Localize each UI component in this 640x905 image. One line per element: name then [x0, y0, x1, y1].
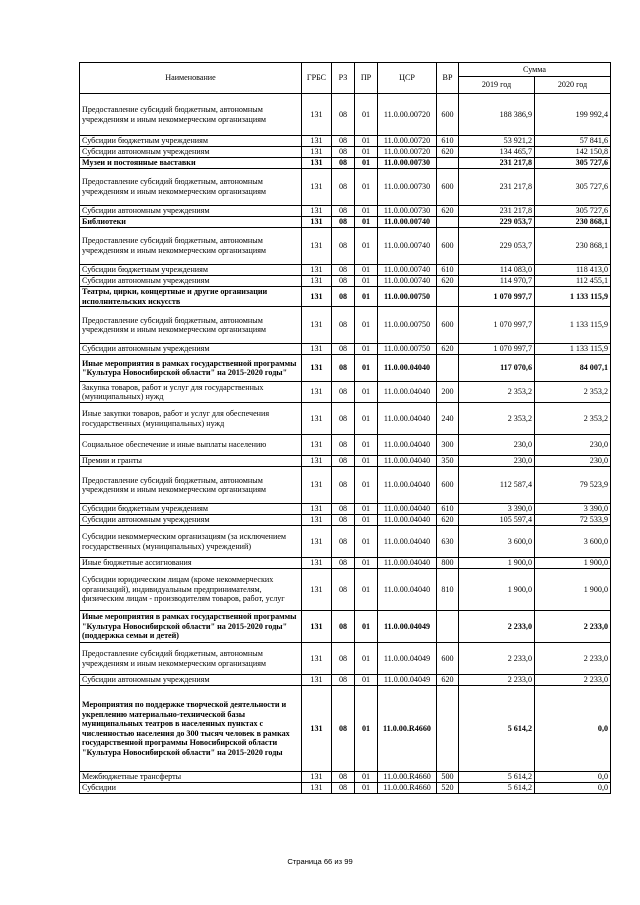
- cell-rz: 08: [332, 287, 355, 307]
- cell-grbs: 131: [302, 783, 332, 794]
- cell-rz: 08: [332, 307, 355, 344]
- cell-rz: 08: [332, 276, 355, 287]
- cell-name: Социальное обеспечение и иные выплаты населению: [80, 435, 302, 456]
- cell-vr: [437, 611, 459, 643]
- table-row: [80, 265, 611, 276]
- cell-rz: 08: [332, 772, 355, 783]
- cell-rz: 08: [332, 435, 355, 456]
- cell-csr: 11.0.00.00750: [378, 287, 437, 307]
- cell-rz: 08: [332, 783, 355, 794]
- cell-sum-2019: 229 053,7: [459, 228, 535, 265]
- cell-rz: 08: [332, 526, 355, 558]
- cell-pr: 01: [355, 504, 378, 515]
- cell-csr: 11.0.00.04040: [378, 504, 437, 515]
- cell-pr: 01: [355, 206, 378, 217]
- cell-csr: 11.0.00.04040: [378, 515, 437, 526]
- cell-sum-2020: 72 533,9: [535, 515, 611, 526]
- cell-sum-2019: 112 587,4: [459, 467, 535, 504]
- cell-sum-2020: 112 455,1: [535, 276, 611, 287]
- cell-name: Межбюджетные трансферты: [80, 772, 302, 783]
- cell-rz: 08: [332, 403, 355, 435]
- cell-sum-2020: 1 133 115,9: [535, 287, 611, 307]
- cell-pr: 01: [355, 287, 378, 307]
- table-row: [80, 456, 611, 467]
- table-row: [80, 169, 611, 206]
- cell-sum-2019: 3 390,0: [459, 504, 535, 515]
- cell-rz: 08: [332, 206, 355, 217]
- budget-table: [79, 62, 611, 794]
- cell-name: Закупка товаров, работ и услуг для государственных (муниципальных) нужд: [80, 382, 302, 403]
- cell-csr: 11.0.00.04040: [378, 403, 437, 435]
- cell-csr: 11.0.00.00720: [378, 94, 437, 136]
- cell-pr: 01: [355, 158, 378, 169]
- cell-name: Мероприятия по поддержке творческой деятельности и укреплению материально-технической базы муниципальных театров в населенных пунктах с численностью населения до 300 тысяч человек в рамках государственной программы Новосибирской области "Культура Новосибирской области" на 2015-2020 годы: [80, 686, 302, 772]
- table-row: [80, 382, 611, 403]
- cell-csr: 11.0.00.00750: [378, 344, 437, 355]
- cell-rz: 08: [332, 675, 355, 686]
- cell-csr: 11.0.00.04040: [378, 526, 437, 558]
- cell-grbs: 131: [302, 344, 332, 355]
- cell-sum-2020: 0,0: [535, 772, 611, 783]
- cell-name: Субсидии автономным учреждениям: [80, 675, 302, 686]
- cell-grbs: 131: [302, 435, 332, 456]
- cell-vr: 500: [437, 772, 459, 783]
- cell-sum-2020: 1 133 115,9: [535, 344, 611, 355]
- cell-vr: [437, 217, 459, 228]
- cell-grbs: 131: [302, 265, 332, 276]
- cell-csr: 11.0.00.00720: [378, 147, 437, 158]
- cell-pr: 01: [355, 94, 378, 136]
- cell-pr: 01: [355, 217, 378, 228]
- cell-name: Субсидии бюджетным учреждениям: [80, 136, 302, 147]
- cell-sum-2020: 305 727,6: [535, 169, 611, 206]
- cell-rz: 08: [332, 686, 355, 772]
- cell-vr: 600: [437, 94, 459, 136]
- cell-grbs: 131: [302, 686, 332, 772]
- cell-sum-2020: 230 868,1: [535, 228, 611, 265]
- cell-pr: 01: [355, 643, 378, 675]
- table-row: [80, 435, 611, 456]
- cell-sum-2020: 199 992,4: [535, 94, 611, 136]
- table-row: [80, 136, 611, 147]
- cell-grbs: 131: [302, 136, 332, 147]
- cell-pr: 01: [355, 526, 378, 558]
- cell-sum-2019: 231 217,8: [459, 158, 535, 169]
- cell-rz: 08: [332, 169, 355, 206]
- cell-pr: 01: [355, 228, 378, 265]
- cell-grbs: 131: [302, 504, 332, 515]
- cell-pr: 01: [355, 467, 378, 504]
- cell-name: Предоставление субсидий бюджетным, автономным учреждениям и иным некоммерческим организациям: [80, 467, 302, 504]
- cell-sum-2020: 305 727,6: [535, 158, 611, 169]
- cell-pr: 01: [355, 783, 378, 794]
- cell-sum-2020: 3 600,0: [535, 526, 611, 558]
- table-row: [80, 94, 611, 136]
- cell-sum-2019: 1 900,0: [459, 569, 535, 611]
- cell-sum-2019: 114 083,0: [459, 265, 535, 276]
- table-row: [80, 276, 611, 287]
- cell-sum-2020: 84 007,1: [535, 355, 611, 382]
- cell-grbs: 131: [302, 158, 332, 169]
- header-name: Наименование: [80, 63, 302, 94]
- header-year-2019: 2019 год: [459, 77, 535, 94]
- cell-vr: 600: [437, 169, 459, 206]
- cell-name: Иные мероприятия в рамках государственной программы "Культура Новосибирской области" на 2015-2020 годы"(поддержка семьи и детей): [80, 611, 302, 643]
- cell-rz: 08: [332, 136, 355, 147]
- cell-name: Субсидии автономным учреждениям: [80, 276, 302, 287]
- cell-name: Иные бюджетные ассигнования: [80, 558, 302, 569]
- cell-pr: 01: [355, 456, 378, 467]
- cell-sum-2019: 2 233,0: [459, 643, 535, 675]
- cell-sum-2020: 2 233,0: [535, 643, 611, 675]
- table-row: [80, 403, 611, 435]
- cell-sum-2019: 1 070 997,7: [459, 344, 535, 355]
- cell-rz: 08: [332, 158, 355, 169]
- cell-sum-2019: 1 900,0: [459, 558, 535, 569]
- cell-name: Субсидии бюджетным учреждениям: [80, 265, 302, 276]
- cell-csr: 11.0.00.00750: [378, 307, 437, 344]
- cell-pr: 01: [355, 515, 378, 526]
- cell-rz: 08: [332, 344, 355, 355]
- cell-grbs: 131: [302, 276, 332, 287]
- cell-sum-2019: 105 597,4: [459, 515, 535, 526]
- page-number: Страница 66 из 99: [287, 857, 353, 866]
- cell-name: Субсидии автономным учреждениям: [80, 206, 302, 217]
- cell-csr: 11.0.00.04040: [378, 558, 437, 569]
- cell-sum-2020: 230,0: [535, 435, 611, 456]
- cell-sum-2020: 0,0: [535, 686, 611, 772]
- header-csr: ЦСР: [378, 63, 437, 94]
- cell-grbs: 131: [302, 675, 332, 686]
- cell-sum-2019: 5 614,2: [459, 686, 535, 772]
- table-row: [80, 783, 611, 794]
- header-vr: ВР: [437, 63, 459, 94]
- cell-name: Субсидии некоммерческим организациям (за исключением государственных (муниципальных) учреждений): [80, 526, 302, 558]
- cell-sum-2019: 134 465,7: [459, 147, 535, 158]
- cell-vr: 620: [437, 206, 459, 217]
- cell-vr: 610: [437, 136, 459, 147]
- cell-pr: 01: [355, 675, 378, 686]
- cell-csr: 11.0.00.04040: [378, 435, 437, 456]
- cell-name: Иные закупки товаров, работ и услуг для обеспечения государственных (муниципальных) нужд: [80, 403, 302, 435]
- cell-vr: 630: [437, 526, 459, 558]
- cell-sum-2020: 305 727,6: [535, 206, 611, 217]
- cell-sum-2020: 2 353,2: [535, 382, 611, 403]
- cell-rz: 08: [332, 265, 355, 276]
- cell-csr: 11.0.00.00730: [378, 158, 437, 169]
- cell-csr: 11.0.00.04040: [378, 382, 437, 403]
- cell-vr: 240: [437, 403, 459, 435]
- cell-sum-2020: 230 868,1: [535, 217, 611, 228]
- cell-grbs: 131: [302, 94, 332, 136]
- cell-grbs: 131: [302, 558, 332, 569]
- header-grbs: ГРБС: [302, 63, 332, 94]
- table-row: [80, 228, 611, 265]
- cell-sum-2019: 5 614,2: [459, 772, 535, 783]
- cell-name: Субсидии автономным учреждениям: [80, 147, 302, 158]
- cell-name: Премии и гранты: [80, 456, 302, 467]
- cell-pr: 01: [355, 136, 378, 147]
- cell-name: Субсидии юридическим лицам (кроме некоммерческих организаций), индивидуальным предпринимателям, физическим лицам - производителям товаров, работ, услуг: [80, 569, 302, 611]
- table-row: [80, 515, 611, 526]
- table-row: [80, 558, 611, 569]
- cell-vr: 620: [437, 147, 459, 158]
- cell-vr: 520: [437, 783, 459, 794]
- cell-rz: 08: [332, 558, 355, 569]
- cell-sum-2020: 1 900,0: [535, 569, 611, 611]
- cell-grbs: 131: [302, 206, 332, 217]
- cell-sum-2019: 2 353,2: [459, 403, 535, 435]
- cell-grbs: 131: [302, 287, 332, 307]
- cell-grbs: 131: [302, 526, 332, 558]
- cell-name: Предоставление субсидий бюджетным, автономным учреждениям и иным некоммерческим организациям: [80, 169, 302, 206]
- cell-sum-2019: 231 217,8: [459, 169, 535, 206]
- cell-grbs: 131: [302, 611, 332, 643]
- table-row: [80, 675, 611, 686]
- cell-vr: 350: [437, 456, 459, 467]
- cell-vr: 600: [437, 643, 459, 675]
- cell-csr: 11.0.00.R4660: [378, 772, 437, 783]
- cell-sum-2019: 2 233,0: [459, 675, 535, 686]
- cell-sum-2019: 3 600,0: [459, 526, 535, 558]
- cell-rz: 08: [332, 217, 355, 228]
- cell-grbs: 131: [302, 217, 332, 228]
- cell-rz: 08: [332, 382, 355, 403]
- header-year-2020: 2020 год: [535, 77, 611, 94]
- table-row: [80, 355, 611, 382]
- table-row: [80, 158, 611, 169]
- table-row: [80, 526, 611, 558]
- table-row: [80, 307, 611, 344]
- cell-grbs: 131: [302, 382, 332, 403]
- cell-name: Субсидии: [80, 783, 302, 794]
- cell-vr: 620: [437, 675, 459, 686]
- cell-grbs: 131: [302, 307, 332, 344]
- cell-grbs: 131: [302, 228, 332, 265]
- cell-sum-2019: 2 353,2: [459, 382, 535, 403]
- cell-sum-2020: 0,0: [535, 783, 611, 794]
- cell-rz: 08: [332, 643, 355, 675]
- cell-csr: 11.0.00.00740: [378, 276, 437, 287]
- cell-pr: 01: [355, 169, 378, 206]
- cell-grbs: 131: [302, 772, 332, 783]
- cell-vr: [437, 287, 459, 307]
- table-body: [80, 94, 611, 794]
- cell-pr: 01: [355, 569, 378, 611]
- table-row: [80, 217, 611, 228]
- cell-sum-2019: 117 070,6: [459, 355, 535, 382]
- cell-grbs: 131: [302, 169, 332, 206]
- cell-vr: 600: [437, 467, 459, 504]
- cell-vr: [437, 355, 459, 382]
- cell-name: Предоставление субсидий бюджетным, автономным учреждениям и иным некоммерческим организациям: [80, 94, 302, 136]
- cell-pr: 01: [355, 265, 378, 276]
- table-row: [80, 467, 611, 504]
- cell-sum-2019: 229 053,7: [459, 217, 535, 228]
- cell-csr: 11.0.00.00740: [378, 217, 437, 228]
- table-row: [80, 686, 611, 772]
- cell-vr: 810: [437, 569, 459, 611]
- cell-sum-2020: 230,0: [535, 456, 611, 467]
- cell-name: Предоставление субсидий бюджетным, автономным учреждениям и иным некоммерческим организациям: [80, 643, 302, 675]
- cell-name: Театры, цирки, концертные и другие организации исполнительских искусств: [80, 287, 302, 307]
- cell-grbs: 131: [302, 147, 332, 158]
- cell-pr: 01: [355, 403, 378, 435]
- cell-csr: 11.0.00.04040: [378, 467, 437, 504]
- header-rz: РЗ: [332, 63, 355, 94]
- cell-csr: 11.0.00.00730: [378, 206, 437, 217]
- cell-rz: 08: [332, 467, 355, 504]
- cell-name: Иные мероприятия в рамках государственной программы "Культура Новосибирской области" на 2015-2020 годы": [80, 355, 302, 382]
- cell-name: Предоставление субсидий бюджетным, автономным учреждениям и иным некоммерческим организациям: [80, 307, 302, 344]
- cell-csr: 11.0.00.R4660: [378, 686, 437, 772]
- cell-grbs: 131: [302, 643, 332, 675]
- cell-vr: 600: [437, 228, 459, 265]
- cell-vr: 620: [437, 276, 459, 287]
- cell-vr: 200: [437, 382, 459, 403]
- cell-sum-2020: 1 900,0: [535, 558, 611, 569]
- cell-sum-2020: 79 523,9: [535, 467, 611, 504]
- cell-grbs: 131: [302, 355, 332, 382]
- cell-rz: 08: [332, 504, 355, 515]
- cell-name: Субсидии автономным учреждениям: [80, 515, 302, 526]
- cell-sum-2019: 53 921,2: [459, 136, 535, 147]
- cell-csr: 11.0.00.04049: [378, 611, 437, 643]
- cell-pr: 01: [355, 382, 378, 403]
- header-sum: Сумма: [459, 63, 611, 77]
- cell-rz: 08: [332, 94, 355, 136]
- cell-vr: 610: [437, 504, 459, 515]
- cell-csr: 11.0.00.00720: [378, 136, 437, 147]
- cell-rz: 08: [332, 147, 355, 158]
- cell-grbs: 131: [302, 456, 332, 467]
- table-row: [80, 147, 611, 158]
- cell-name: Субсидии автономным учреждениям: [80, 344, 302, 355]
- table-row: [80, 206, 611, 217]
- cell-grbs: 131: [302, 569, 332, 611]
- cell-sum-2019: 5 614,2: [459, 783, 535, 794]
- cell-sum-2020: 118 413,0: [535, 265, 611, 276]
- cell-sum-2020: 142 150,8: [535, 147, 611, 158]
- cell-vr: 610: [437, 265, 459, 276]
- cell-vr: [437, 158, 459, 169]
- header-pr: ПР: [355, 63, 378, 94]
- cell-rz: 08: [332, 611, 355, 643]
- table-row: [80, 287, 611, 307]
- cell-vr: [437, 686, 459, 772]
- cell-rz: 08: [332, 228, 355, 265]
- cell-vr: 800: [437, 558, 459, 569]
- cell-sum-2019: 114 970,7: [459, 276, 535, 287]
- table-row: [80, 344, 611, 355]
- cell-vr: 620: [437, 344, 459, 355]
- cell-pr: 01: [355, 772, 378, 783]
- cell-csr: 11.0.00.04040: [378, 355, 437, 382]
- cell-vr: 300: [437, 435, 459, 456]
- table-row: [80, 569, 611, 611]
- cell-pr: 01: [355, 147, 378, 158]
- cell-rz: 08: [332, 569, 355, 611]
- cell-rz: 08: [332, 355, 355, 382]
- cell-pr: 01: [355, 307, 378, 344]
- cell-csr: 11.0.00.04040: [378, 569, 437, 611]
- cell-sum-2020: 1 133 115,9: [535, 307, 611, 344]
- cell-csr: 11.0.00.04049: [378, 675, 437, 686]
- cell-rz: 08: [332, 515, 355, 526]
- cell-name: Музеи и постоянные выставки: [80, 158, 302, 169]
- cell-sum-2020: 3 390,0: [535, 504, 611, 515]
- cell-name: Предоставление субсидий бюджетным, автономным учреждениям и иным некоммерческим организациям: [80, 228, 302, 265]
- cell-sum-2020: 2 353,2: [535, 403, 611, 435]
- cell-csr: 11.0.00.00730: [378, 169, 437, 206]
- cell-sum-2019: 231 217,8: [459, 206, 535, 217]
- cell-csr: 11.0.00.04049: [378, 643, 437, 675]
- table-row: [80, 611, 611, 643]
- cell-csr: 11.0.00.00740: [378, 228, 437, 265]
- cell-pr: 01: [355, 686, 378, 772]
- cell-pr: 01: [355, 435, 378, 456]
- cell-grbs: 131: [302, 467, 332, 504]
- cell-sum-2019: 2 233,0: [459, 611, 535, 643]
- cell-csr: 11.0.00.R4660: [378, 783, 437, 794]
- cell-name: Субсидии бюджетным учреждениям: [80, 504, 302, 515]
- cell-sum-2019: 188 386,9: [459, 94, 535, 136]
- cell-sum-2019: 230,0: [459, 435, 535, 456]
- cell-pr: 01: [355, 276, 378, 287]
- cell-rz: 08: [332, 456, 355, 467]
- cell-pr: 01: [355, 355, 378, 382]
- cell-sum-2020: 2 233,0: [535, 611, 611, 643]
- cell-vr: 620: [437, 515, 459, 526]
- cell-sum-2019: 1 070 997,7: [459, 287, 535, 307]
- cell-name: Библиотеки: [80, 217, 302, 228]
- cell-pr: 01: [355, 611, 378, 643]
- table-row: [80, 643, 611, 675]
- cell-grbs: 131: [302, 403, 332, 435]
- cell-sum-2020: 57 841,6: [535, 136, 611, 147]
- table-row: [80, 772, 611, 783]
- cell-grbs: 131: [302, 515, 332, 526]
- cell-csr: 11.0.00.04040: [378, 456, 437, 467]
- cell-csr: 11.0.00.00740: [378, 265, 437, 276]
- cell-pr: 01: [355, 558, 378, 569]
- cell-sum-2019: 230,0: [459, 456, 535, 467]
- table-row: [80, 504, 611, 515]
- cell-pr: 01: [355, 344, 378, 355]
- cell-vr: 600: [437, 307, 459, 344]
- cell-sum-2019: 1 070 997,7: [459, 307, 535, 344]
- cell-sum-2020: 2 233,0: [535, 675, 611, 686]
